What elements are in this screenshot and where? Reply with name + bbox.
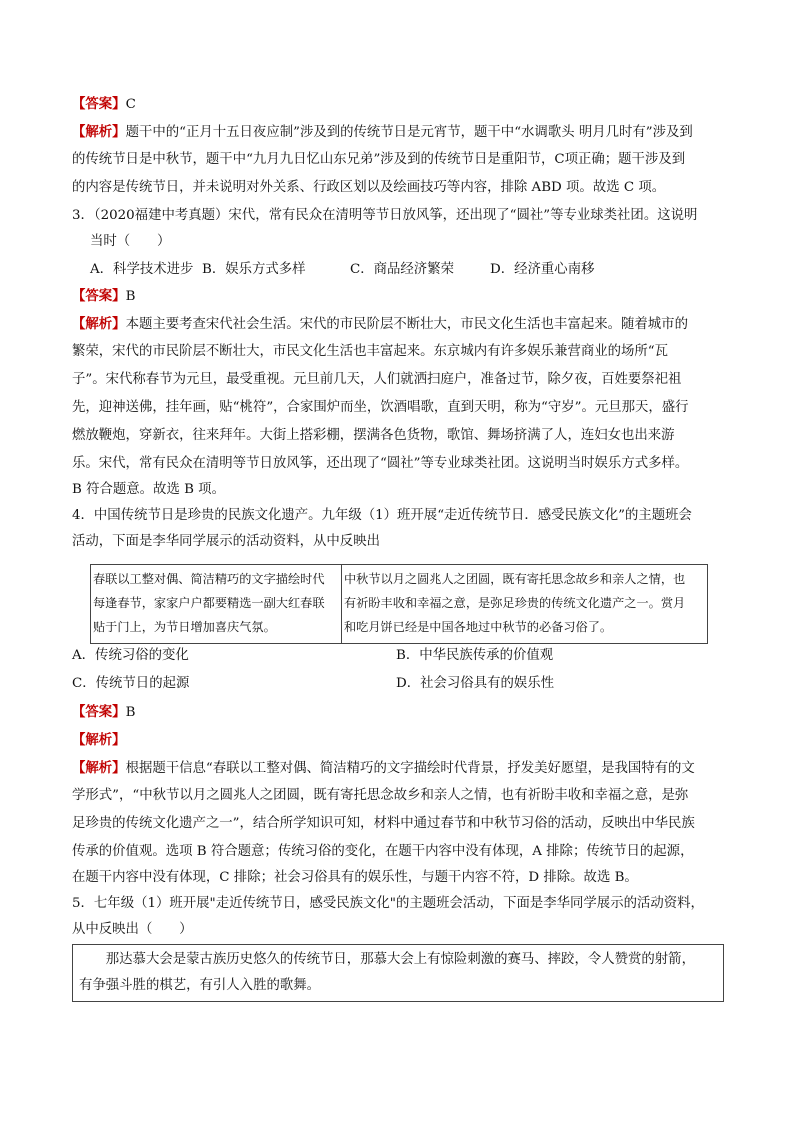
q3-stem-line-2: 当时（ ） xyxy=(90,234,171,249)
q3-analysis-line-5: 燃放鞭炮，穿新衣，往来拜年。大街上搭彩棚，摆满各色货物，歌馆、舞场挤满了人，连妇女也出来游 xyxy=(72,428,675,443)
q4-analysis-heading xyxy=(72,730,126,751)
q4-option-b: B．中华民族传承的价值观 xyxy=(396,648,554,663)
q4-material-table xyxy=(90,564,708,644)
q3-option-c: C．商品经济繁荣 xyxy=(350,262,454,277)
material-text-line: 中秋节以月之圆兆人之团圆，既有寄托思念故乡和亲人之情，也 xyxy=(344,572,686,586)
q4-stem-line-2: 活动，下面是李华同学展示的活动资料，从中反映出 xyxy=(72,534,380,549)
q3-option-b: B．娱乐方式多样 xyxy=(202,262,306,277)
q2-analysis-line-1 xyxy=(72,122,693,143)
answer-value: B xyxy=(125,705,136,720)
q4-analysis-line-3: 足珍贵的传统文化遗产之一”，结合所学知识可知，材料中通过春节和中秋节习俗的活动，反映出中华民族 xyxy=(72,816,695,831)
material-text-line: 贴于门上，为节日增加喜庆气氛。 xyxy=(93,620,276,634)
q5-stem-line-1: 5．七年级（1）班开展"走近传统节日，感受民族文化"的主题班会活动，下面是李华同学展示的活动资料， xyxy=(72,896,704,911)
q4-answer-line xyxy=(72,702,135,723)
q3-option-d: D．经济重心南移 xyxy=(490,262,595,277)
q5-material-box xyxy=(72,944,724,1002)
q4-analysis-line-2: 学形式”，“中秋节以月之圆兆人之团圆，既有寄托思念故乡和亲人之情，也有祈盼丰收和幸福之意，是弥 xyxy=(72,788,689,803)
q4-analysis-line-5: 在题干内容中没有体现，C 排除；社会习俗具有的娱乐性，与题干内容不符，D 排除。故选 B。 xyxy=(72,870,638,885)
q3-analysis-line-4: 先，迎神送佛，挂年画，贴“桃符”，合家围炉而坐，饮酒唱歌，直到天明，称为“守岁”。元旦那天，盛行 xyxy=(72,400,689,415)
q4-option-a: A．传统习俗的变化 xyxy=(72,648,189,663)
q4-stem-line-1: 4．中国传统节日是珍贵的民族文化遗产。九年级（1）班开展“走近传统节日．感受民族文化”的主题班会 xyxy=(72,508,692,523)
q4-analysis-line-1 xyxy=(72,758,695,779)
q3-stem-line-1: 3．（2020福建中考真题）宋代，常有民众在清明等节日放风筝，还出现了“圆社”等专业球类社团。这说明 xyxy=(72,208,698,223)
q2-analysis-line-2: 的传统节日是中秋节，题干中“九月九日忆山东兄弟”涉及到的传统节日是重阳节，C项正确；题干涉及到 xyxy=(72,152,686,167)
answer-value: B xyxy=(125,289,136,304)
q4-analysis-line-4: 传承的价值观。选项 B 符合题意；传统习俗的变化，在题干内容中没有体现，A 排除；传统节日的起源， xyxy=(72,844,694,859)
q3-analysis-line-2: 繁荣，宋代的市民阶层不断壮大，市民文化生活也丰富起来。东京城内有许多娱乐兼营商业的场所“瓦 xyxy=(72,344,669,359)
q2-answer-line xyxy=(72,94,136,115)
analysis-tag: 【解析】 xyxy=(72,316,126,332)
q3-analysis-line-3: 子”。宋代称春节为元旦，最受重视。元旦前几天，人们就洒扫庭户，准备过节，除夕夜，百姓要祭祀祖 xyxy=(72,372,682,387)
material-text-line: 每逢春节，家家户户都要精选一副大红春联 xyxy=(93,596,325,610)
material-mid-autumn xyxy=(342,565,708,644)
q2-analysis-line-3: 的内容是传统节日，并未说明对外关系、行政区划以及绘画技巧等内容，排除 ABD 项。故选 C 项。 xyxy=(72,180,666,195)
q4-option-c: C．传统节日的起源 xyxy=(72,676,190,691)
material-text-line: 有祈盼丰收和幸福之意，是弥足珍贵的传统文化遗产之一。赏月 xyxy=(344,596,686,610)
analysis-tag: 【解析】 xyxy=(72,124,126,140)
q3-analysis-line-1 xyxy=(72,314,688,335)
q3-analysis-line-6: 乐。宋代，常有民众在清明等节日放风筝，还出现了“圆社”等专业球类社团。这说明当时娱乐方式多样。 xyxy=(72,456,689,471)
answer-tag: 【答案】 xyxy=(72,96,126,112)
answer-value: C xyxy=(125,97,136,112)
material-spring-festival xyxy=(91,565,342,644)
q3-analysis-line-7: B 符合题意。故选 B 项。 xyxy=(72,482,225,497)
material-text-line: 和吃月饼已经是中国各地过中秋节的必备习俗了。 xyxy=(344,620,613,634)
q4-option-d: D．社会习俗具有的娱乐性 xyxy=(396,676,555,691)
q3-answer-line xyxy=(72,286,135,307)
q3-option-a: A．科学技术进步 xyxy=(90,262,194,277)
analysis-text: 根据题干信息“春联以工整对偶、简洁精巧的文字描绘时代背景，抒发美好愿望，是我国特有的文 xyxy=(125,761,695,776)
material-text-line: 有争强斗胜的棋艺，有引人入胜的歌舞。 xyxy=(79,978,321,993)
answer-tag: 【答案】 xyxy=(72,288,126,304)
q5-stem-line-2: 从中反映出（ ） xyxy=(72,922,193,937)
material-text-line: 那达慕大会是蒙古族历史悠久的传统节日，那慕大会上有惊险刺激的赛马、摔跤，令人赞赏的射箭， xyxy=(79,952,695,967)
analysis-text: 本题主要考查宋代社会生活。宋代的市民阶层不断壮大，市民文化生活也丰富起来。随着城市的 xyxy=(125,317,688,332)
analysis-tag: 【解析】 xyxy=(72,732,126,748)
material-text-line: 春联以工整对偶、简洁精巧的文字描绘时代 xyxy=(93,572,325,586)
analysis-text: 题干中的“正月十五日夜应制”涉及到的传统节日是元宵节，题干中“水调歌头 明月几时有”涉及到 xyxy=(125,125,693,140)
analysis-tag: 【解析】 xyxy=(72,760,126,776)
answer-tag: 【答案】 xyxy=(72,704,126,720)
